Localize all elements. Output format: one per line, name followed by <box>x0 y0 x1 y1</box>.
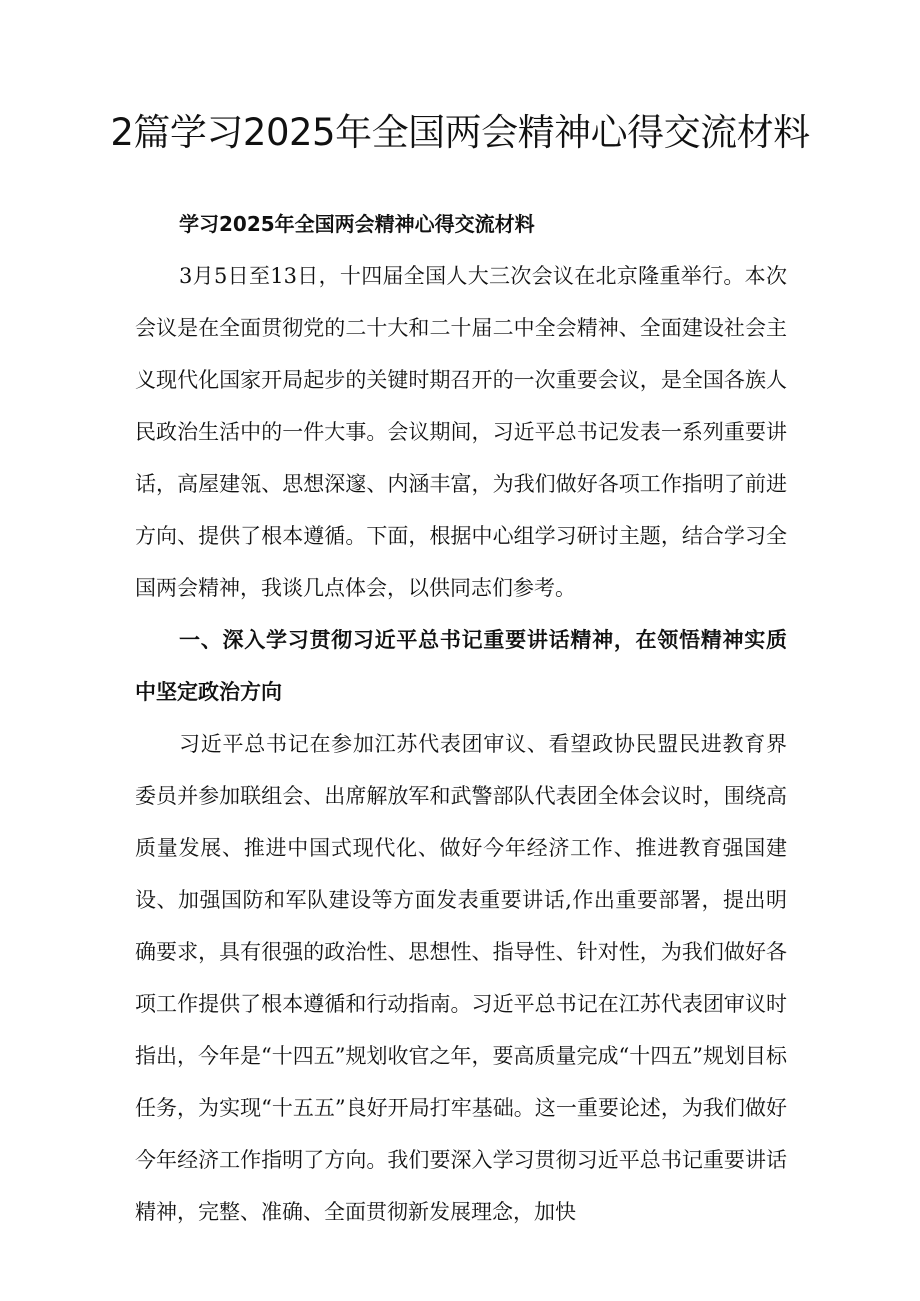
section-heading-1: 一、深入学习贯彻习近平总书记重要讲话精神，在领悟精神实质中坚定政治方向 <box>135 628 787 704</box>
document-body <box>135 198 787 1238</box>
document-subtitle: 学习2025年全国两会精神心得交流材料 <box>179 212 535 236</box>
section-1-paragraph: 习近平总书记在参加江苏代表团审议、看望政协民盟民进教育界委员并参加联组会、出席解放军和武警部队代表团全体会议时，围绕高质量发展、推进中国式现代化、做好今年经济工作、推进教育强国建设、加强国防和军队建设等方面发表重要讲话,作出重要部署，提出明确要求，具有很强的政治性、思想性、指导性、针对性，为我们做好各项工作提供了根本遵循和行动指南。习近平总书记在江苏代表团审议时指出，今年是“十四五”规划收官之年，要高质量完成“十四五”规划目标任务，为实现“十五五”良好开局打牢基础。这一重要论述，为我们做好今年经济工作指明了方向。我们要深入学习贯彻习近平总书记重要讲话精神，完整、准确、全面贯彻新发展理念，加快 <box>135 732 787 1224</box>
intro-paragraph: 3月5日至13日，十四届全国人大三次会议在北京隆重举行。本次会议是在全面贯彻党的二十大和二十届二中全会精神、全面建设社会主义现代化国家开局起步的关键时期召开的一次重要会议，是全国各族人民政治生活中的一件大事。会议期间，习近平总书记发表一系列重要讲话，高屋建瓴、思想深邃、内涵丰富，为我们做好各项工作指明了前进方向、提供了根本遵循。下面，根据中心组学习研讨主题，结合学习全国两会精神，我谈几点体会，以供同志们参考。 <box>135 264 787 600</box>
document-title: 2篇学习2025年全国两会精神心得交流材料 <box>110 111 810 154</box>
